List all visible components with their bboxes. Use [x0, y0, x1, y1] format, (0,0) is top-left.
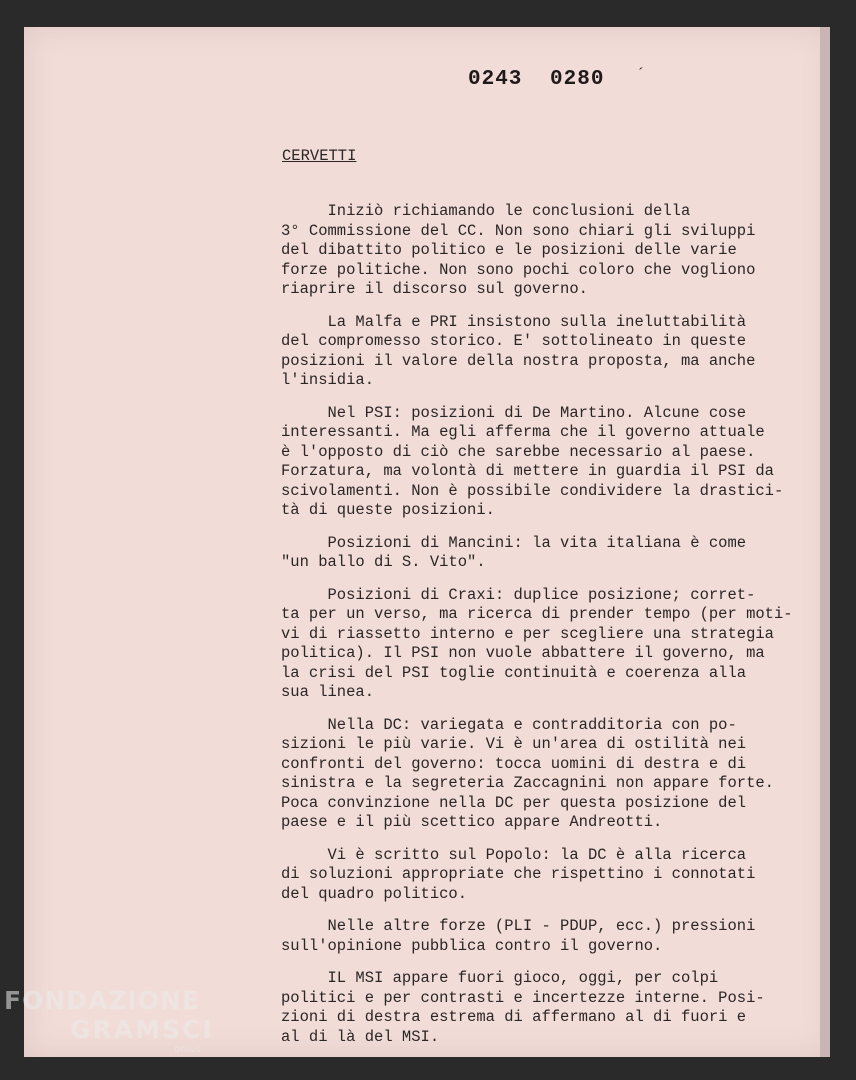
text-line: del dibattito politico e le posizioni delle varie: [281, 241, 737, 259]
archive-page-number: 0243 0280: [468, 68, 605, 91]
text-line: zioni di destra estrema di affermano al di fuori e: [281, 1008, 747, 1026]
text-line: paese e il più scettico appare Andreotti.: [281, 813, 663, 831]
text-line: sinistra e la segreteria Zaccagnini non appare forte.: [281, 774, 774, 792]
text-line: sizioni le più varie. Vi è un'area di ostilità nei: [281, 735, 747, 753]
text-line: Iniziò richiamando le conclusioni della: [281, 202, 691, 220]
page-edge: [820, 27, 830, 1057]
text-line: forze politiche. Non sono pochi coloro che vogliono: [281, 260, 756, 279]
text-line: Forzatura, ma volontà di mettere in guardia il PSI da: [281, 462, 774, 480]
text-line: del compromesso storico. E' sottolineato in queste: [281, 332, 747, 350]
text-line: Posizioni di Craxi: duplice posizione; corret-: [281, 585, 756, 604]
document-heading: CERVETTI: [282, 147, 357, 165]
text-line: tà di queste posizioni.: [281, 501, 495, 519]
watermark-line1: FONDAZIONE: [4, 986, 201, 1015]
ink-mark: ´: [636, 66, 646, 84]
text-line: Posizioni di Mancini: la vita italiana è come: [281, 533, 747, 552]
text-line: politici e per contrasti e incertezze interne. Posi-: [281, 988, 765, 1007]
text-line: Vi è scritto sul Popolo: la DC è alla ricerca: [281, 845, 747, 864]
text-line: 3° Commissione del CC. Non sono chiari gli sviluppi: [281, 221, 756, 240]
paragraph: [281, 404, 821, 521]
text-line: è l'opposto di ciò che sarebbe necessario al paese.: [281, 442, 756, 461]
text-line: vi di riassetto interno e per scegliere una strategia: [281, 624, 774, 643]
text-line: posizioni il valore della nostra proposta, ma anche: [281, 351, 756, 370]
text-line: sua linea.: [281, 683, 375, 701]
text-line: Poca convinzione nella DC per questa posizione del: [281, 793, 747, 812]
watermark-line2: GRAMSCI: [70, 1015, 214, 1044]
paragraph: [281, 202, 821, 300]
watermark-line3: onlus: [174, 1044, 201, 1055]
paragraph: [281, 917, 821, 956]
text-line: ta per un verso, ma ricerca di prender tempo (per moti-: [281, 605, 793, 623]
text-line: "un ballo di S. Vito".: [281, 553, 486, 571]
text-line: Nel PSI: posizioni di De Martino. Alcune cose: [281, 403, 747, 422]
paragraph: [281, 534, 821, 573]
paragraph: [281, 846, 821, 905]
text-line: confronti del governo: tocca uomini di destra e di: [281, 754, 747, 773]
text-line: l'insidia.: [281, 371, 375, 389]
paragraph: [281, 313, 821, 391]
text-line: riaprire il discorso sul governo.: [281, 280, 588, 298]
watermark-logo: [4, 986, 214, 1055]
document-body: [281, 202, 821, 1060]
text-line: interessanti. Ma egli afferma che il governo attuale: [281, 423, 765, 441]
text-line: Nella DC: variegata e contradditoria con po-: [281, 715, 737, 734]
paragraph: [281, 716, 821, 833]
text-line: IL MSI appare fuori gioco, oggi, per colpi: [281, 969, 719, 987]
text-line: la crisi del PSI toglie continuità e coerenza alla: [281, 663, 747, 682]
text-line: politica). Il PSI non vuole abbattere il governo, ma: [281, 644, 765, 662]
text-line: sull'opinione pubblica contro il governo.: [281, 936, 663, 955]
text-line: del quadro politico.: [281, 884, 468, 903]
text-line: La Malfa e PRI insistono sulla ineluttabilità: [281, 312, 747, 331]
paragraph: [281, 969, 821, 1047]
text-line: Nelle altre forze (PLI - PDUP, ecc.) pressioni: [281, 917, 756, 935]
text-line: scivolamenti. Non è possibile condividere la drastici-: [281, 481, 784, 500]
text-line: di soluzioni appropriate che rispettino i connotati: [281, 865, 756, 883]
paragraph: [281, 586, 821, 703]
text-line: al di là del MSI.: [281, 1027, 440, 1046]
